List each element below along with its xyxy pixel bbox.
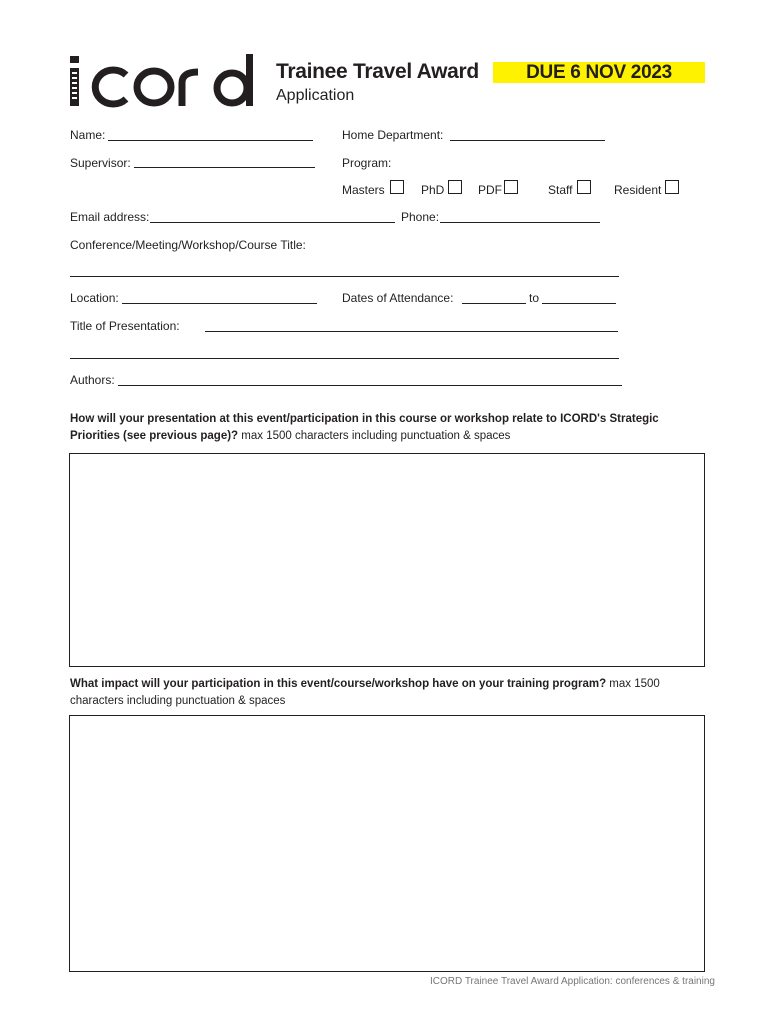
program-option-pdf-label: PDF xyxy=(478,183,502,197)
due-date-text: DUE 6 NOV 2023 xyxy=(526,62,672,83)
due-date-banner xyxy=(493,62,705,83)
conference-title-label: Conference/Meeting/Workshop/Course Title: xyxy=(70,238,306,252)
program-option-staff-checkbox[interactable] xyxy=(577,180,591,194)
program-option-staff-label: Staff xyxy=(548,183,573,197)
program-option-masters-label: Masters xyxy=(342,183,385,197)
question-2-text: What impact will your participation in this event/course/workshop have on your training program? xyxy=(70,678,607,690)
authors-label: Authors: xyxy=(70,373,115,387)
authors-field[interactable] xyxy=(118,385,622,386)
email-field[interactable] xyxy=(150,222,395,223)
location-field[interactable] xyxy=(122,303,317,304)
training-impact-answer-box[interactable] xyxy=(69,715,705,972)
supervisor-label: Supervisor: xyxy=(70,156,131,170)
question-1-note: max 1500 characters including punctuation & spaces xyxy=(238,430,511,442)
form-subtitle: Application xyxy=(276,87,355,104)
dates-to-label: to xyxy=(529,291,540,305)
dates-to-field[interactable] xyxy=(542,303,616,304)
phone-label: Phone: xyxy=(401,210,440,224)
question-training-impact xyxy=(70,676,710,710)
program-option-pdf-checkbox[interactable] xyxy=(504,180,518,194)
home-department-label: Home Department: xyxy=(342,128,444,142)
phone-field[interactable] xyxy=(440,222,600,223)
conference-title-field[interactable] xyxy=(70,276,619,277)
question-2-note: max 1500 characters including punctuation & spaces xyxy=(70,678,660,707)
name-label: Name: xyxy=(70,128,106,142)
program-option-phd-checkbox[interactable] xyxy=(448,180,462,194)
question-strategic-priorities xyxy=(70,411,710,445)
program-option-resident-label: Resident xyxy=(614,183,662,197)
presentation-title-label: Title of Presentation: xyxy=(70,319,180,333)
supervisor-field[interactable] xyxy=(134,167,315,168)
location-label: Location: xyxy=(70,291,119,305)
presentation-title-field-2[interactable] xyxy=(70,358,619,359)
program-option-masters-checkbox[interactable] xyxy=(390,180,404,194)
dates-label: Dates of Attendance: xyxy=(342,291,454,305)
question-1-text: How will your presentation at this event/participation in this course or workshop relate to ICORD's Strategic Priorities (see previous page)? xyxy=(70,413,659,442)
presentation-title-field[interactable] xyxy=(205,331,618,332)
page-footer: ICORD Trainee Travel Award Application: conferences & training xyxy=(430,976,715,987)
program-option-phd-label: PhD xyxy=(421,183,445,197)
program-label: Program: xyxy=(342,156,392,170)
program-option-resident-checkbox[interactable] xyxy=(665,180,679,194)
email-label: Email address: xyxy=(70,210,150,224)
icord-logo xyxy=(68,53,264,109)
strategic-priorities-answer-box[interactable] xyxy=(69,453,705,667)
name-field[interactable] xyxy=(108,140,313,141)
form-title: Trainee Travel Award xyxy=(276,60,479,83)
dates-from-field[interactable] xyxy=(462,303,526,304)
home-department-field[interactable] xyxy=(450,140,605,141)
